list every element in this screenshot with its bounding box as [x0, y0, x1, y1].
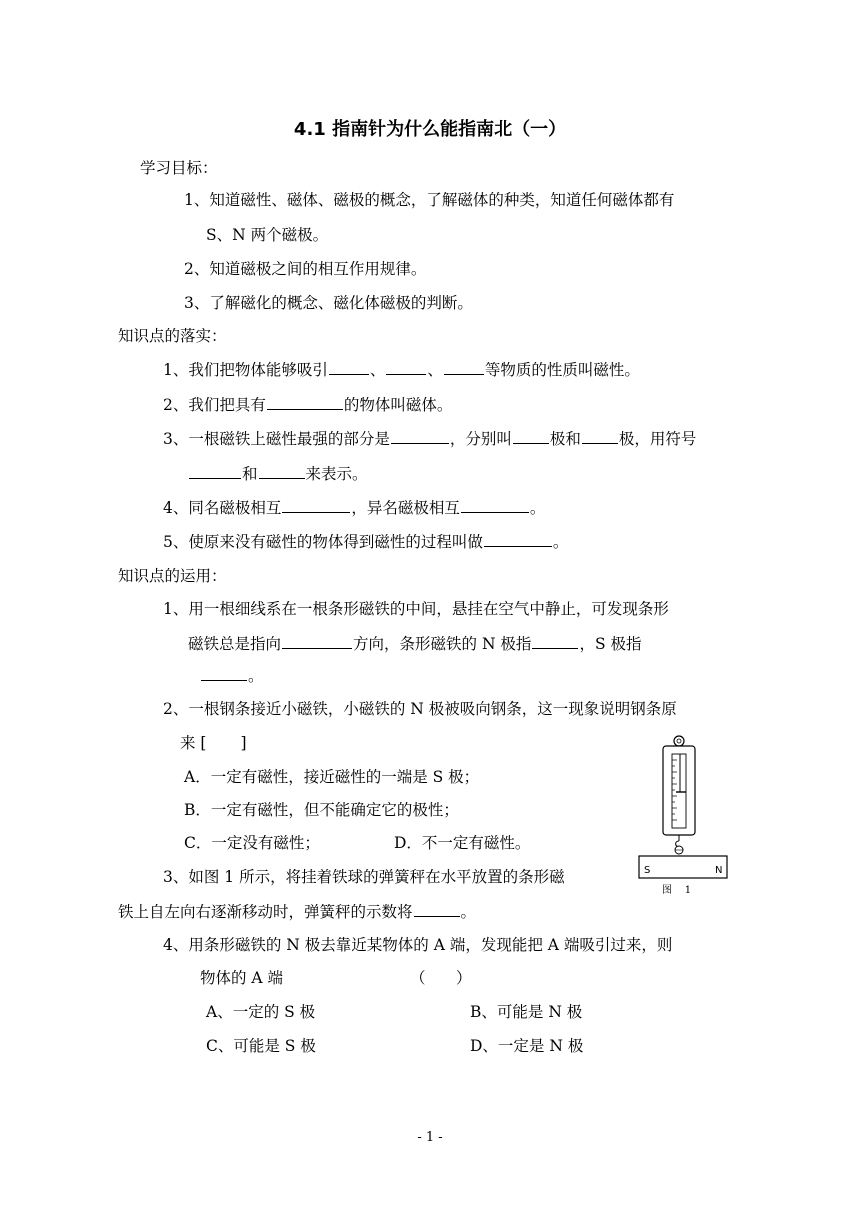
knowledge-q4: [163, 497, 545, 518]
application-q4: 4、用条形磁铁的 N 极去靠近某物体的 A 端，发现能把 A 端吸引过来，则: [163, 936, 673, 954]
q1-text-c: 、: [427, 361, 443, 379]
app-q1-text-c: 方向，条形磁铁的 N 极指: [353, 635, 532, 653]
answer-blank[interactable]: [267, 394, 343, 410]
answer-blank[interactable]: [282, 633, 352, 649]
bar-magnet: [639, 856, 727, 878]
figure-caption: 图 1: [662, 885, 692, 896]
scale-ring-icon: [674, 736, 684, 746]
objective-3: 3、了解磁化的概念、磁化体磁极的判断。: [184, 294, 473, 312]
answer-blank[interactable]: [201, 665, 247, 681]
q4-text-b: ，异名磁极相互: [351, 499, 460, 517]
magnet-s-label: S: [644, 865, 651, 876]
knowledge-heading: 知识点的落实：: [118, 327, 227, 345]
app-q1-text-d: ，S 极指: [579, 635, 642, 653]
page-title: 4.1 指南针为什么能指南北（一）: [293, 119, 567, 140]
application-q1-cont2: [200, 665, 264, 686]
answer-blank[interactable]: [461, 497, 529, 513]
q2-text-a: 2、我们把具有: [163, 396, 266, 414]
app-q3-text-c: 。: [460, 903, 477, 921]
application-q1-cont: [188, 633, 641, 654]
knowledge-q5: [163, 531, 568, 552]
answer-blank[interactable]: [282, 497, 350, 513]
q2-text-b: 的物体叫磁体。: [343, 396, 453, 414]
application-q3-cont: [118, 901, 476, 922]
q3-text-e: 和: [242, 465, 258, 483]
page-number: - 1 -: [417, 1130, 443, 1145]
q5-text-b: 。: [552, 533, 569, 551]
answer-blank[interactable]: [391, 428, 449, 444]
knowledge-q2: [163, 394, 452, 415]
app-q2-option-d: D．不一定有磁性。: [394, 834, 531, 852]
app-q3-text-b: 铁上自左向右逐渐移动时，弹簧秤的示数将: [118, 903, 413, 921]
app-q4-option-c: C、可能是 S 极: [206, 1037, 316, 1055]
answer-blank[interactable]: [259, 463, 305, 479]
app-q4-option-b: B、可能是 N 极: [470, 1003, 583, 1021]
answer-blank[interactable]: [484, 531, 552, 547]
app-q4-paren-open: （: [410, 969, 426, 987]
answer-blank[interactable]: [329, 359, 369, 375]
answer-blank[interactable]: [189, 463, 241, 479]
app-q1-text-e: 。: [248, 667, 264, 685]
answer-blank[interactable]: [532, 633, 578, 649]
application-q2-bracket: [180, 733, 247, 753]
knowledge-q3: [163, 428, 696, 449]
app-q4-stem: 物体的 A 端: [200, 969, 284, 987]
answer-blank[interactable]: [513, 428, 549, 444]
app-q2-bracket-close: ]: [240, 734, 247, 752]
application-heading: 知识点的运用：: [118, 567, 227, 585]
app-q4-paren-close: ）: [456, 969, 472, 987]
application-q1: 1、用一根细线系在一根条形磁铁的中间，悬挂在空气中静止，可发现条形: [163, 600, 669, 618]
objectives-heading: 学习目标：: [140, 159, 218, 177]
answer-blank[interactable]: [386, 359, 426, 375]
app-q4-option-d: D、一定是 N 极: [470, 1037, 584, 1055]
objective-1: 1、知道磁性、磁体、磁极的概念，了解磁体的种类，知道任何磁体都有: [184, 191, 675, 209]
q4-text-c: 。: [529, 499, 546, 517]
q1-text-d: 等物质的性质叫磁性。: [484, 361, 640, 379]
app-q2-option-a: A．一定有磁性，接近磁性的一端是 S 极；: [184, 768, 480, 786]
q3-text-b: ，分别叫: [449, 430, 512, 448]
objective-1-cont: S、N 两个磁极。: [206, 226, 329, 244]
app-q2-bracket-open: 来 [: [180, 734, 207, 752]
q1-text-a: 1、我们把物体能够吸引: [163, 361, 328, 379]
q1-text-b: 、: [369, 361, 386, 379]
answer-blank[interactable]: [582, 428, 618, 444]
answer-blank[interactable]: [414, 901, 460, 917]
q3-text-d: 极，用符号: [618, 430, 697, 448]
q5-text-a: 5、使原来没有磁性的物体得到磁性的过程叫做: [163, 533, 483, 551]
q4-text-a: 4、同名磁极相互: [163, 499, 282, 517]
knowledge-q1: [163, 359, 640, 380]
application-q3: 3、如图 1 所示，将挂着铁球的弹簧秤在水平放置的条形磁: [163, 868, 565, 886]
magnet-n-label: N: [715, 865, 723, 876]
app-q2-option-b: B．一定有磁性，但不能确定它的极性；: [184, 801, 459, 819]
q3-text-c: 极和: [549, 430, 581, 448]
app-q2-option-c: C．一定没有磁性；: [184, 834, 320, 852]
app-q4-option-a: A、一定的 S 极: [206, 1003, 316, 1021]
app-q1-text-b: 磁铁总是指向: [188, 635, 282, 653]
application-q2: 2、一根钢条接近小磁铁，小磁铁的 N 极被吸向钢条，这一现象说明钢条原: [163, 700, 677, 718]
q3-text-a: 3、一根磁铁上磁性最强的部分是: [163, 430, 390, 448]
answer-blank[interactable]: [444, 359, 484, 375]
q3-text-f: 来表示。: [305, 465, 368, 483]
knowledge-q3-cont: [188, 463, 368, 484]
objective-2: 2、知道磁极之间的相互作用规律。: [184, 260, 427, 278]
